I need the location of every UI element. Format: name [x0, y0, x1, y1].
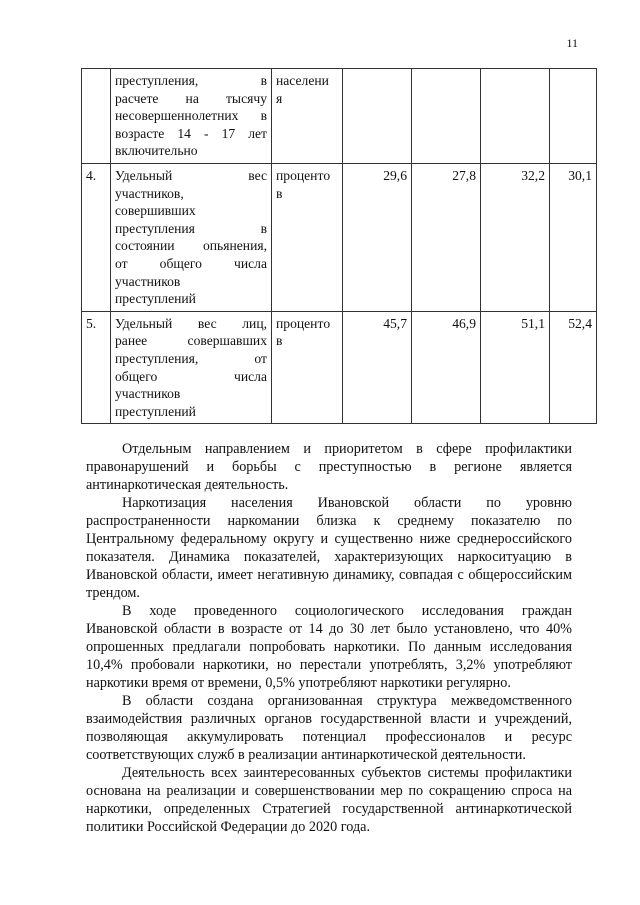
unit-cell [272, 69, 343, 164]
value-cell: 51,1 [481, 311, 550, 424]
indicator-line: возрасте 14 - 17 лет [115, 125, 267, 141]
indicator-line: ранее совершавших [115, 333, 267, 349]
indicator-line: Удельный вес лиц, [115, 315, 267, 331]
row-number: 5. [82, 311, 111, 424]
paragraph: Отдельным направлением и приоритетом в сфере профилактики правонарушений и борьбы с преступностью в регионе является антинаркотическая деятельность. [86, 441, 572, 493]
value-cell: 27,8 [412, 164, 481, 312]
value-cell [550, 69, 597, 164]
table-row [82, 164, 597, 312]
indicator-cell [111, 311, 272, 424]
indicator-line: преступления в [115, 220, 267, 236]
indicator-cell [111, 164, 272, 312]
paragraph: Деятельность всех заинтересованных субъектов системы профилактики основана на реализации и совершенствовании мер по сокращению спроса на наркотики, определенных Стратегией государственной антинаркотической политики Российской Федерации до 2020 года. [86, 765, 572, 835]
row-number [82, 69, 111, 164]
indicator-line: Удельный вес [115, 168, 267, 183]
indicator-line: совершивших [115, 203, 196, 219]
paragraph: В ходе проведенного социологического исследования граждан Ивановской области в возрасте от 14 до 30 лет было установлено, что 40% опрошенных предлагали попробовать наркотики. По данным исследования 10,4% пробовали наркотики, но перестали употреблять, 3,2% употребляют наркотики время от времени, 0,5% употребляют наркотики регулярно. [86, 603, 572, 691]
unit-cell [272, 311, 343, 424]
statistics-table [81, 68, 597, 424]
indicator-line: преступления, от [115, 350, 267, 366]
unit-line: населени [276, 73, 329, 88]
unit-line: в [276, 185, 283, 201]
indicator-line: участников [115, 386, 181, 402]
indicator-line: включительно [115, 143, 198, 159]
value-cell [412, 69, 481, 164]
table-row [82, 69, 597, 164]
indicator-line: несовершеннолетних в [115, 108, 267, 124]
value-cell [481, 69, 550, 164]
table-row [82, 311, 597, 424]
page-number: 11 [566, 36, 578, 50]
indicator-line: участников, [115, 185, 184, 201]
indicator-line: участников [115, 273, 181, 289]
unit-line: процентo [276, 315, 331, 331]
value-cell: 52,4 [550, 311, 597, 424]
paragraph: Наркотизация населения Ивановской области по уровню распространенности наркомании близка к среднему показателю по Центральному федеральному округу и существенно ниже среднероссийского показателя. Динамика показателей, характеризующих наркоситуацию в Ивановской области, имеет негативную динамику, совпадая с общероссийским трендом. [86, 495, 572, 601]
value-cell: 45,7 [343, 311, 412, 424]
indicator-line: преступлений [115, 403, 196, 419]
unit-line: процентo [276, 168, 331, 183]
unit-line: я [276, 90, 283, 106]
indicator-line: от общего числа [115, 255, 267, 271]
row-number: 4. [82, 164, 111, 312]
paragraph: В области создана организованная структура межведомственного взаимодействия различных органов государственной власти и учреждений, позволяющая аккумулировать потенциал профессионалов и ресурс соответствующих служб в реализации антинаркотической деятельности. [86, 693, 572, 763]
value-cell [343, 69, 412, 164]
unit-cell [272, 164, 343, 312]
value-cell: 30,1 [550, 164, 597, 312]
indicator-line: расчете на тысячу [115, 90, 267, 106]
unit-line: в [276, 333, 283, 349]
indicator-line: преступления, в [115, 73, 267, 88]
indicator-line: состоянии опьянения, [115, 238, 267, 254]
indicator-cell [111, 69, 272, 164]
body-text [86, 440, 572, 836]
indicator-line: преступлений [115, 291, 196, 307]
value-cell: 29,6 [343, 164, 412, 312]
value-cell: 46,9 [412, 311, 481, 424]
indicator-line: общего числа [115, 368, 267, 384]
value-cell: 32,2 [481, 164, 550, 312]
